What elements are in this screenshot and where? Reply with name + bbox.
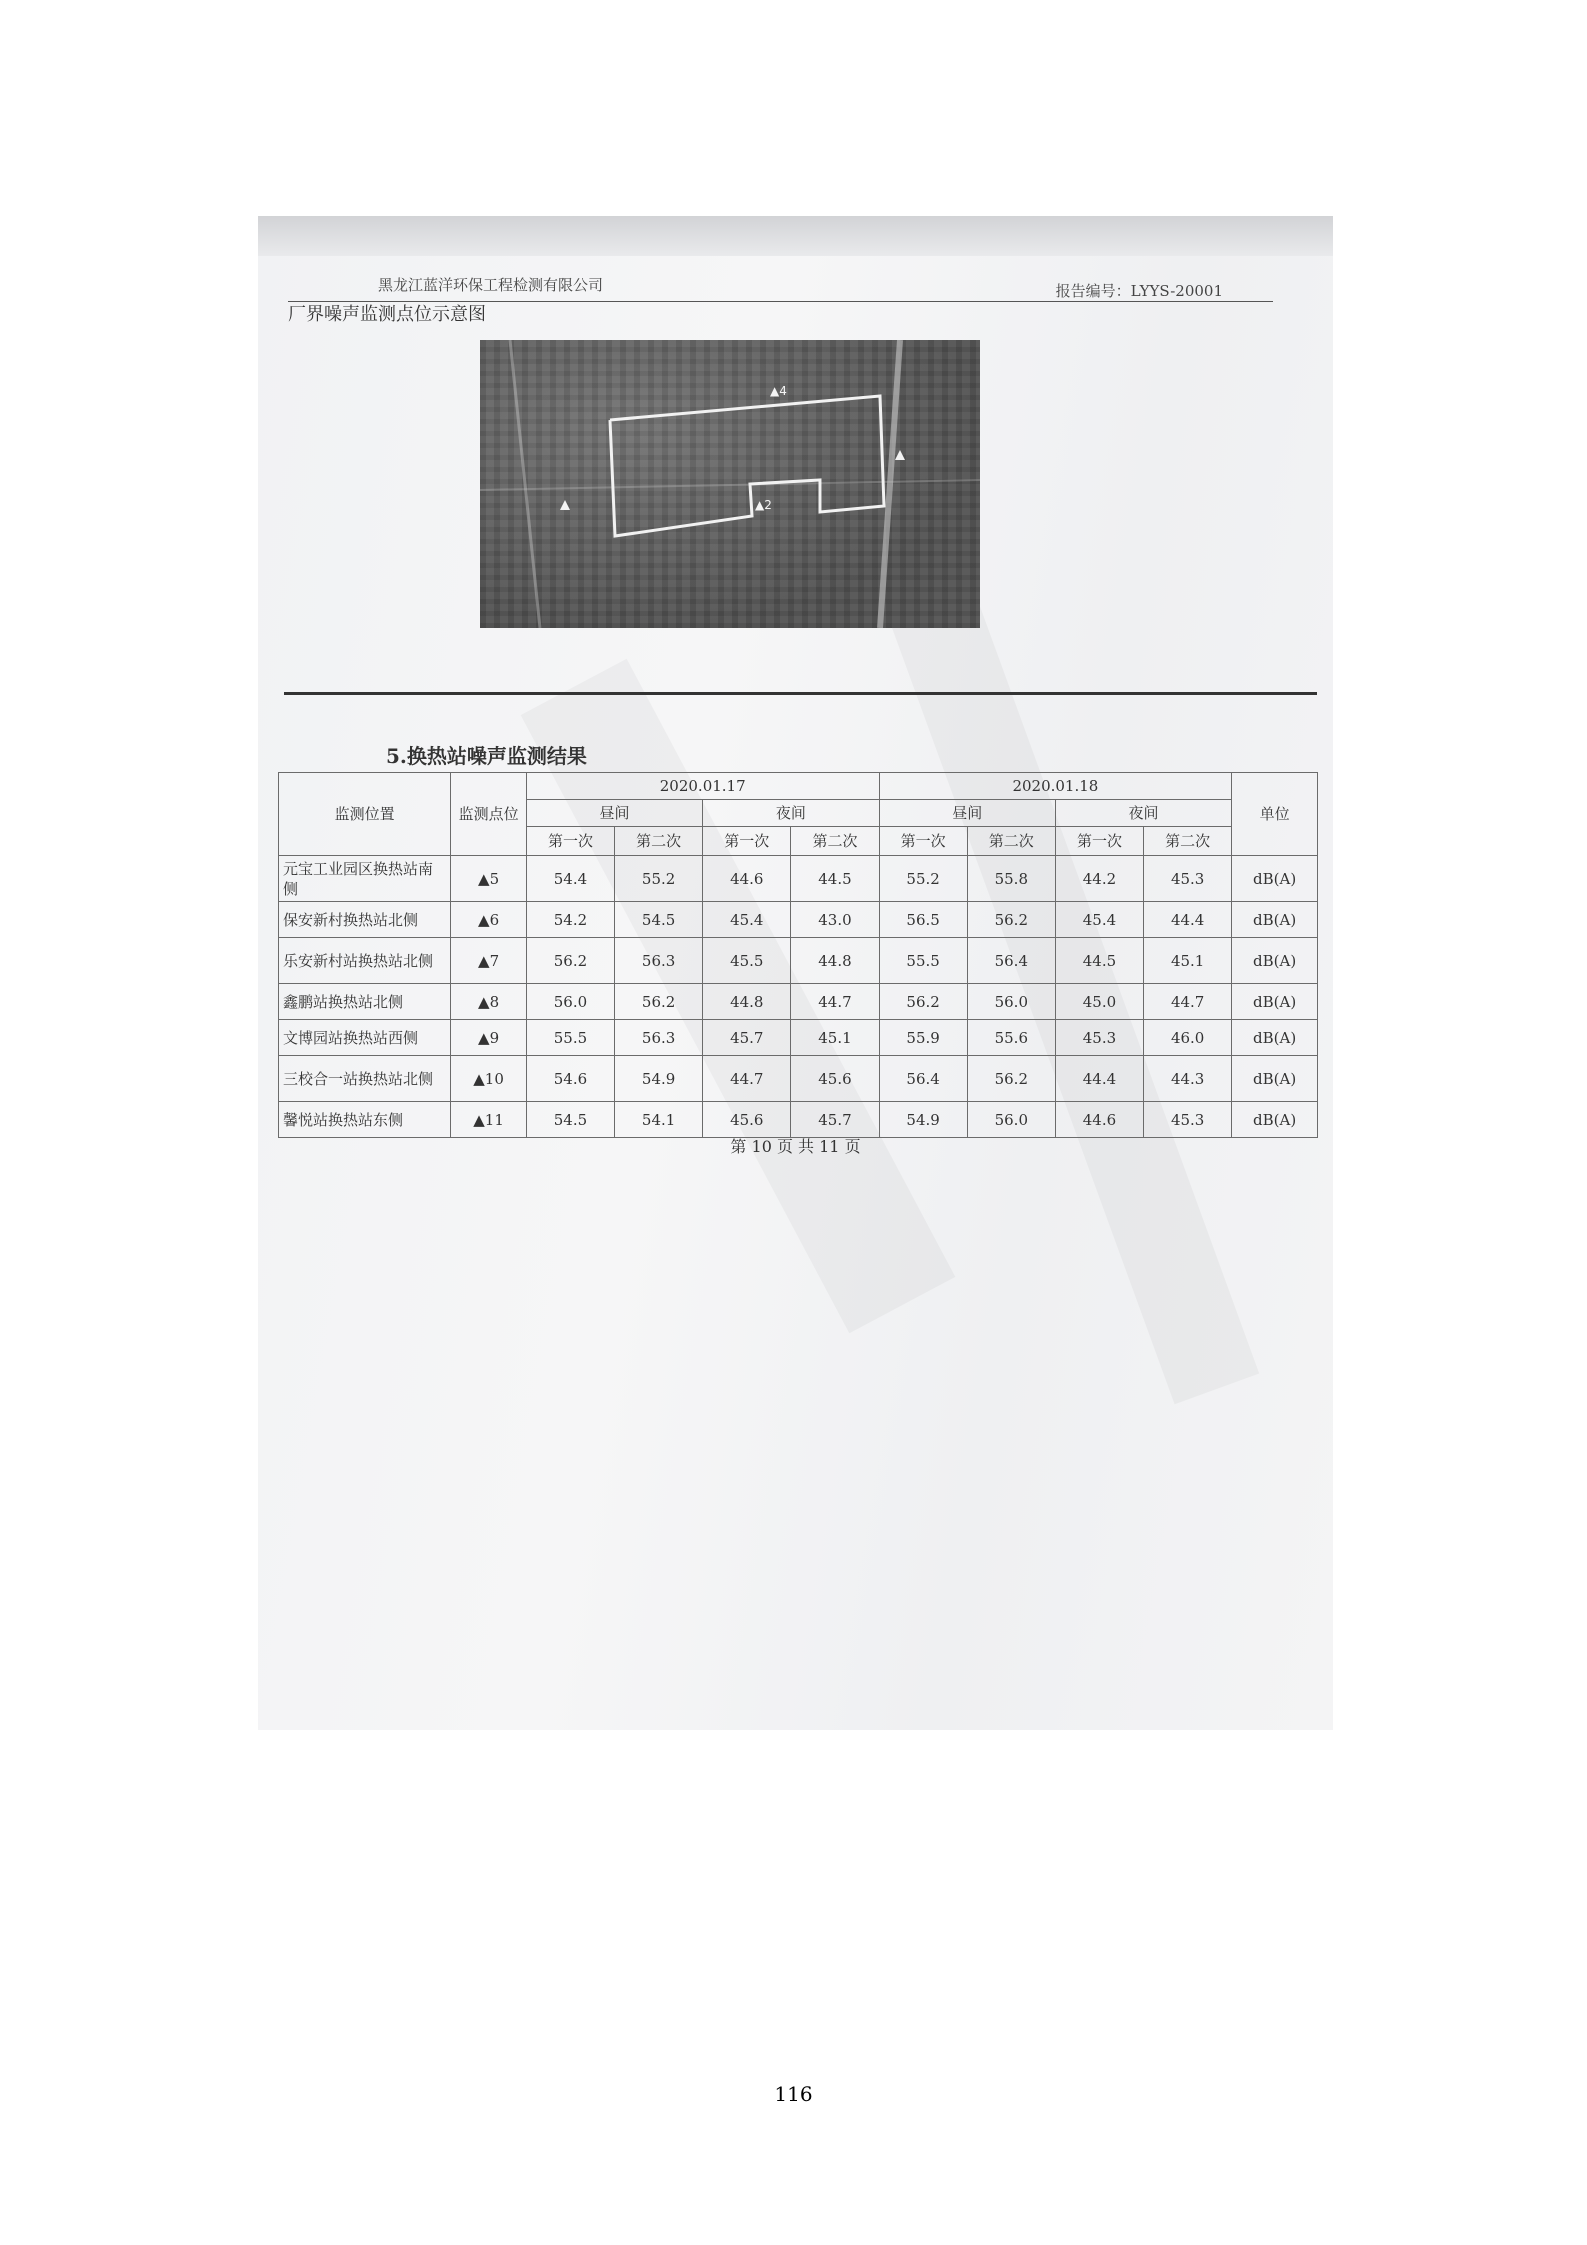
cell-value: 56.3 <box>615 938 703 984</box>
header-period: 昼间 <box>879 800 1055 827</box>
header-time: 第一次 <box>703 827 791 856</box>
cell-location: 元宝工业园区换热站南侧 <box>279 856 451 902</box>
cell-location: 保安新村换热站北侧 <box>279 902 451 938</box>
cell-value: 44.7 <box>703 1056 791 1102</box>
cell-point: ▲5 <box>451 856 527 902</box>
cell-point: ▲8 <box>451 984 527 1020</box>
cell-value: 54.2 <box>526 902 614 938</box>
cell-value: 56.2 <box>879 984 967 1020</box>
cell-value: 56.3 <box>615 1020 703 1056</box>
noise-results-table <box>278 772 1318 1138</box>
site-boundary-overlay <box>480 340 980 628</box>
cell-value: 56.0 <box>526 984 614 1020</box>
table-row <box>279 902 1318 938</box>
cell-unit: dB(A) <box>1232 938 1318 984</box>
cell-unit: dB(A) <box>1232 1020 1318 1056</box>
cell-unit: dB(A) <box>1232 856 1318 902</box>
cell-value: 45.7 <box>703 1020 791 1056</box>
cell-value: 56.2 <box>967 1056 1055 1102</box>
diagram-title: 厂界噪声监测点位示意图 <box>288 304 486 325</box>
cell-value: 45.4 <box>1055 902 1143 938</box>
cell-value: 56.2 <box>967 902 1055 938</box>
cell-unit: dB(A) <box>1232 984 1318 1020</box>
cell-location: 三校合一站换热站北侧 <box>279 1056 451 1102</box>
cell-location: 馨悦站换热站东侧 <box>279 1102 451 1138</box>
cell-point: ▲6 <box>451 902 527 938</box>
cell-value: 56.2 <box>615 984 703 1020</box>
header-location: 监测位置 <box>279 773 451 856</box>
header-date: 2020.01.18 <box>879 773 1232 800</box>
cell-value: 44.5 <box>1055 938 1143 984</box>
header-time: 第二次 <box>615 827 703 856</box>
cell-value: 45.1 <box>1144 938 1232 984</box>
cell-value: 55.5 <box>879 938 967 984</box>
cell-unit: dB(A) <box>1232 902 1318 938</box>
header-unit: 单位 <box>1232 773 1318 856</box>
cell-value: 46.0 <box>1144 1020 1232 1056</box>
table-row <box>279 1102 1318 1138</box>
cell-value: 56.0 <box>967 1102 1055 1138</box>
cell-point: ▲10 <box>451 1056 527 1102</box>
cell-value: 44.6 <box>703 856 791 902</box>
cell-value: 55.6 <box>967 1020 1055 1056</box>
report-number: 报告编号：LYYS-20001 <box>1055 282 1223 300</box>
cell-value: 45.3 <box>1144 856 1232 902</box>
cell-value: 44.4 <box>1144 902 1232 938</box>
cell-value: 45.3 <box>1144 1102 1232 1138</box>
cell-value: 55.2 <box>615 856 703 902</box>
scanned-report-page <box>258 216 1333 1730</box>
cell-value: 55.9 <box>879 1020 967 1056</box>
page-footer: 第 10 页 共 11 页 <box>730 1137 861 1156</box>
cell-value: 44.5 <box>791 856 879 902</box>
header-time: 第一次 <box>526 827 614 856</box>
cell-value: 44.7 <box>1144 984 1232 1020</box>
cell-value: 45.3 <box>1055 1020 1143 1056</box>
cell-value: 56.0 <box>967 984 1055 1020</box>
table-row <box>279 1020 1318 1056</box>
header-period: 昼间 <box>526 800 702 827</box>
header-time: 第一次 <box>879 827 967 856</box>
header-time: 第二次 <box>967 827 1055 856</box>
table-row <box>279 856 1318 902</box>
cell-value: 54.1 <box>615 1102 703 1138</box>
cell-value: 45.4 <box>703 902 791 938</box>
cell-value: 54.5 <box>526 1102 614 1138</box>
cell-value: 45.0 <box>1055 984 1143 1020</box>
cell-value: 44.8 <box>703 984 791 1020</box>
cell-value: 56.4 <box>879 1056 967 1102</box>
cell-unit: dB(A) <box>1232 1056 1318 1102</box>
results-body <box>279 856 1318 1138</box>
table-row <box>279 1056 1318 1102</box>
cell-point: ▲9 <box>451 1020 527 1056</box>
cell-unit: dB(A) <box>1232 1102 1318 1138</box>
cell-value: 54.5 <box>615 902 703 938</box>
cell-value: 56.2 <box>526 938 614 984</box>
header-time: 第二次 <box>1144 827 1232 856</box>
map-marker-label: ▲4 <box>770 384 787 398</box>
cell-value: 44.8 <box>791 938 879 984</box>
cell-location: 文博园站换热站西侧 <box>279 1020 451 1056</box>
header-date: 2020.01.17 <box>526 773 879 800</box>
cell-value: 54.4 <box>526 856 614 902</box>
cell-location: 鑫鹏站换热站北侧 <box>279 984 451 1020</box>
map-marker-label: ▲2 <box>755 498 772 512</box>
header-time: 第二次 <box>791 827 879 856</box>
cell-value: 54.9 <box>615 1056 703 1102</box>
cell-value: 45.6 <box>703 1102 791 1138</box>
cell-value: 44.4 <box>1055 1056 1143 1102</box>
section-title: 5.换热站噪声监测结果 <box>386 744 587 768</box>
cell-value: 44.3 <box>1144 1056 1232 1102</box>
page-number: 116 <box>774 2082 813 2106</box>
header-time: 第一次 <box>1055 827 1143 856</box>
section-divider <box>284 692 1317 695</box>
header-period: 夜间 <box>1055 800 1231 827</box>
cell-value: 56.4 <box>967 938 1055 984</box>
cell-value: 44.6 <box>1055 1102 1143 1138</box>
cell-value: 54.6 <box>526 1056 614 1102</box>
header-point: 监测点位 <box>451 773 527 856</box>
cell-value: 45.6 <box>791 1056 879 1102</box>
cell-value: 45.1 <box>791 1020 879 1056</box>
header-period: 夜间 <box>703 800 879 827</box>
company-name: 黑龙江蓝洋环保工程检测有限公司 <box>378 276 604 294</box>
table-row <box>279 984 1318 1020</box>
cell-value: 55.2 <box>879 856 967 902</box>
cell-value: 54.9 <box>879 1102 967 1138</box>
monitoring-point-map <box>480 340 980 628</box>
cell-point: ▲11 <box>451 1102 527 1138</box>
cell-value: 43.0 <box>791 902 879 938</box>
table-row <box>279 938 1318 984</box>
cell-value: 56.5 <box>879 902 967 938</box>
scan-shadow-band <box>258 216 1333 256</box>
cell-location: 乐安新村站换热站北侧 <box>279 938 451 984</box>
cell-value: 55.8 <box>967 856 1055 902</box>
cell-point: ▲7 <box>451 938 527 984</box>
cell-value: 45.5 <box>703 938 791 984</box>
cell-value: 44.2 <box>1055 856 1143 902</box>
cell-value: 44.7 <box>791 984 879 1020</box>
cell-value: 45.7 <box>791 1102 879 1138</box>
cell-value: 55.5 <box>526 1020 614 1056</box>
